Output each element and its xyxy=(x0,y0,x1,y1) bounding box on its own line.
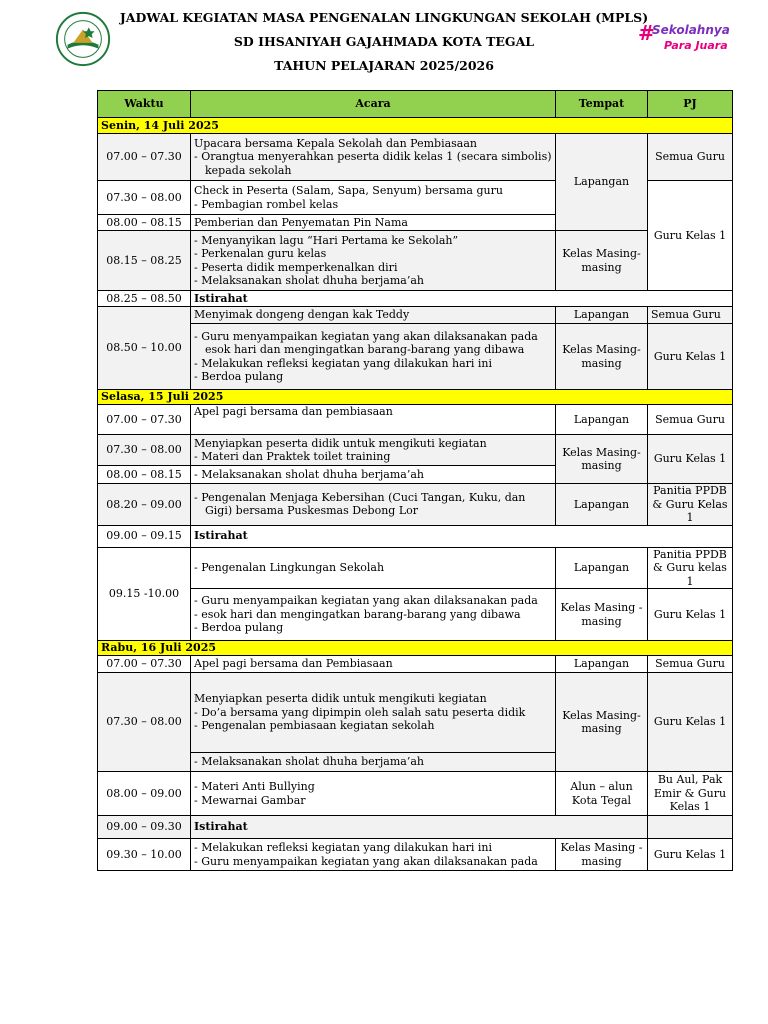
time-cell: 07.30 – 08.00 xyxy=(98,435,191,466)
col-header-pj: PJ xyxy=(648,91,733,118)
activity-item: - Berdoa pulang xyxy=(194,621,552,635)
time-cell: 09.30 – 10.00 xyxy=(98,839,191,871)
activity-item: - Pengenalan pembiasaan kegiatan sekolah xyxy=(194,719,552,733)
svg-text:#: # xyxy=(638,21,655,45)
activity-cell: Apel pagi bersama dan Pembiasaan xyxy=(191,656,556,673)
table-row xyxy=(98,673,733,753)
activity-cell xyxy=(191,839,556,871)
activity-main: Upacara bersama Kepala Sekolah dan Pembiasaan xyxy=(194,136,477,150)
day-label: Selasa, 15 Juli 2025 xyxy=(98,390,733,405)
time-cell: 09.00 – 09.15 xyxy=(98,525,191,547)
activity-main: Menyiapkan peserta didik untuk mengikuti kegiatan xyxy=(194,436,487,450)
time-cell: 07.30 – 08.00 xyxy=(98,673,191,772)
table-row xyxy=(98,134,733,181)
break-cell: Istirahat xyxy=(191,525,733,547)
activity-item: - Guru menyampaikan kegiatan yang akan dilaksanakan pada xyxy=(194,594,552,608)
activity-item: - Menyanyikan lagu “Hari Pertama ke Sekolah” xyxy=(194,234,552,248)
activity-cell xyxy=(191,181,556,215)
table-row xyxy=(98,405,733,435)
place-cell: Lapangan xyxy=(556,656,648,673)
time-cell: 08.00 – 08.15 xyxy=(98,215,191,231)
activity-item: - Melaksanakan sholat dhuha berjama’ah xyxy=(194,468,552,482)
pj-cell: Guru Kelas 1 xyxy=(648,839,733,871)
pj-cell: Guru Kelas 1 xyxy=(648,324,733,390)
day-label: Rabu, 16 Juli 2025 xyxy=(98,641,733,656)
academic-year: TAHUN PELAJARAN 2025/2026 xyxy=(274,58,494,73)
table-row xyxy=(98,324,733,390)
pj-cell: Guru Kelas 1 xyxy=(648,673,733,772)
document-title: JADWAL KEGIATAN MASA PENGENALAN LINGKUNGAN SEKOLAH (MPLS) xyxy=(119,10,649,25)
table-row xyxy=(98,656,733,673)
place-cell: Kelas Masing-masing xyxy=(556,435,648,484)
activity-cell xyxy=(191,753,556,772)
activity-item: - Pengenalan Menjaga Kebersihan (Cuci Tangan, Kuku, dan Gigi) bersama Puskesmas Debong Lor xyxy=(194,491,552,518)
place-cell: Lapangan xyxy=(556,547,648,589)
time-cell: 08.50 – 10.00 xyxy=(98,307,191,390)
day-row xyxy=(98,641,733,656)
activity-cell xyxy=(191,772,556,816)
activity-item: - Melakukan refleksi kegiatan yang dilakukan hari ini xyxy=(194,841,552,855)
time-cell: 08.25 – 08.50 xyxy=(98,291,191,307)
activity-item: - Materi Anti Bullying xyxy=(194,780,552,794)
table-row xyxy=(98,484,733,526)
activity-main: Check in Peserta (Salam, Sapa, Senyum) bersama guru xyxy=(194,184,503,197)
activity-item: - Melaksanakan sholat dhuha berjama’ah xyxy=(194,755,552,769)
table-row xyxy=(98,231,733,291)
activity-cell xyxy=(191,324,556,390)
place-cell: Lapangan xyxy=(556,484,648,526)
time-cell: 08.00 – 08.15 xyxy=(98,466,191,484)
activity-item: - Do’a bersama yang dipimpin oleh salah satu peserta didik xyxy=(194,706,552,720)
time-cell: 07.00 – 07.30 xyxy=(98,405,191,435)
place-cell: Kelas Masing - masing xyxy=(556,839,648,871)
pj-cell: Guru Kelas 1 xyxy=(648,181,733,291)
activity-cell: Menyimak dongeng dengan kak Teddy xyxy=(191,307,556,324)
pj-cell: Panitia PPDB & Guru Kelas 1 xyxy=(648,484,733,526)
pj-cell: Semua Guru xyxy=(648,307,733,324)
activity-cell xyxy=(191,673,556,753)
activity-cell xyxy=(191,231,556,291)
activity-item: - Peserta didik memperkenalkan diri xyxy=(194,261,552,275)
time-cell: 08.20 – 09.00 xyxy=(98,484,191,526)
activity-item: - Pengenalan Lingkungan Sekolah xyxy=(194,561,552,575)
activity-item: - Pembagian rombel kelas xyxy=(194,198,552,212)
pj-cell: Guru Kelas 1 xyxy=(648,435,733,484)
day-row xyxy=(98,390,733,405)
activity-cell: Pemberian dan Penyematan Pin Nama xyxy=(191,215,556,231)
place-cell: Kelas Masing-masing xyxy=(556,231,648,291)
col-header-tempat: Tempat xyxy=(556,91,648,118)
time-cell: 08.15 – 08.25 xyxy=(98,231,191,291)
activity-cell xyxy=(191,547,556,589)
pj-cell xyxy=(648,816,733,839)
activity-main: Menyiapkan peserta didik untuk mengikuti kegiatan xyxy=(194,692,487,706)
table-row xyxy=(98,839,733,871)
pj-cell: Semua Guru xyxy=(648,656,733,673)
activity-cell xyxy=(191,466,556,484)
document-header xyxy=(0,8,768,73)
pj-cell: Bu Aul, Pak Emir & Guru Kelas 1 xyxy=(648,772,733,816)
activity-item: - Perkenalan guru kelas xyxy=(194,247,552,261)
activity-cell xyxy=(191,484,556,526)
activity-cell xyxy=(191,435,556,466)
activity-cell xyxy=(191,134,556,181)
col-header-acara: Acara xyxy=(191,91,556,118)
table-row xyxy=(98,589,733,641)
place-cell: Lapangan xyxy=(556,405,648,435)
activity-cell xyxy=(191,589,556,641)
activity-item: - Melakukan refleksi kegiatan yang dilakukan hari ini xyxy=(194,357,552,371)
place-cell: Kelas Masing-masing xyxy=(556,673,648,772)
table-row xyxy=(98,307,733,324)
place-cell: Kelas Masing - masing xyxy=(556,589,648,641)
pj-cell: Panitia PPDB & Guru kelas 1 xyxy=(648,547,733,589)
activity-item: - Melaksanakan sholat dhuha berjama’ah xyxy=(194,274,552,288)
place-cell: Lapangan xyxy=(556,134,648,231)
time-cell: 09.15 -10.00 xyxy=(98,547,191,641)
pj-cell: Semua Guru xyxy=(648,134,733,181)
activity-item: - Orangtua menyerahkan peserta didik kelas 1 (secara simbolis) kepada sekolah xyxy=(194,150,552,177)
time-cell: 07.00 – 07.30 xyxy=(98,656,191,673)
day-label: Senin, 14 Juli 2025 xyxy=(98,118,733,134)
activity-cell: Apel pagi bersama dan pembiasaan xyxy=(191,405,556,435)
table-header-row xyxy=(98,91,733,118)
school-name: SD IHSANIYAH GAJAHMADA KOTA TEGAL xyxy=(233,34,535,49)
place-cell: Alun – alun Kota Tegal xyxy=(556,772,648,816)
table-row xyxy=(98,291,733,307)
schedule-table xyxy=(97,90,733,871)
table-row xyxy=(98,816,733,839)
activity-item: - Materi dan Praktek toilet training xyxy=(194,450,552,464)
table-row xyxy=(98,547,733,589)
activity-item: - Guru menyampaikan kegiatan yang akan dilaksanakan pada xyxy=(194,855,552,869)
pj-cell: Semua Guru xyxy=(648,405,733,435)
pj-cell: Guru Kelas 1 xyxy=(648,589,733,641)
place-cell: Kelas Masing-masing xyxy=(556,324,648,390)
time-cell: 09.00 – 09.30 xyxy=(98,816,191,839)
table-row xyxy=(98,772,733,816)
place-cell: Lapangan xyxy=(556,307,648,324)
table-row xyxy=(98,435,733,466)
break-cell: Istirahat xyxy=(191,816,648,839)
activity-item: - Berdoa pulang xyxy=(194,370,552,384)
activity-item: - Mewarnai Gambar xyxy=(194,794,552,808)
activity-item: - Guru menyampaikan kegiatan yang akan dilaksanakan pada esok hari dan mengingatkan barang-barang yang dibawa xyxy=(194,330,552,357)
table-row xyxy=(98,525,733,547)
activity-item: - esok hari dan mengingatkan barang-barang yang dibawa xyxy=(194,608,552,622)
svg-text:Sekolahnya: Sekolahnya xyxy=(652,23,730,37)
col-header-waktu: Waktu xyxy=(98,91,191,118)
time-cell: 07.00 – 07.30 xyxy=(98,134,191,181)
break-cell: Istirahat xyxy=(191,291,733,307)
time-cell: 08.00 – 09.00 xyxy=(98,772,191,816)
time-cell: 07.30 – 08.00 xyxy=(98,181,191,215)
day-row xyxy=(98,118,733,134)
svg-text:Para Juara: Para Juara xyxy=(664,39,728,52)
